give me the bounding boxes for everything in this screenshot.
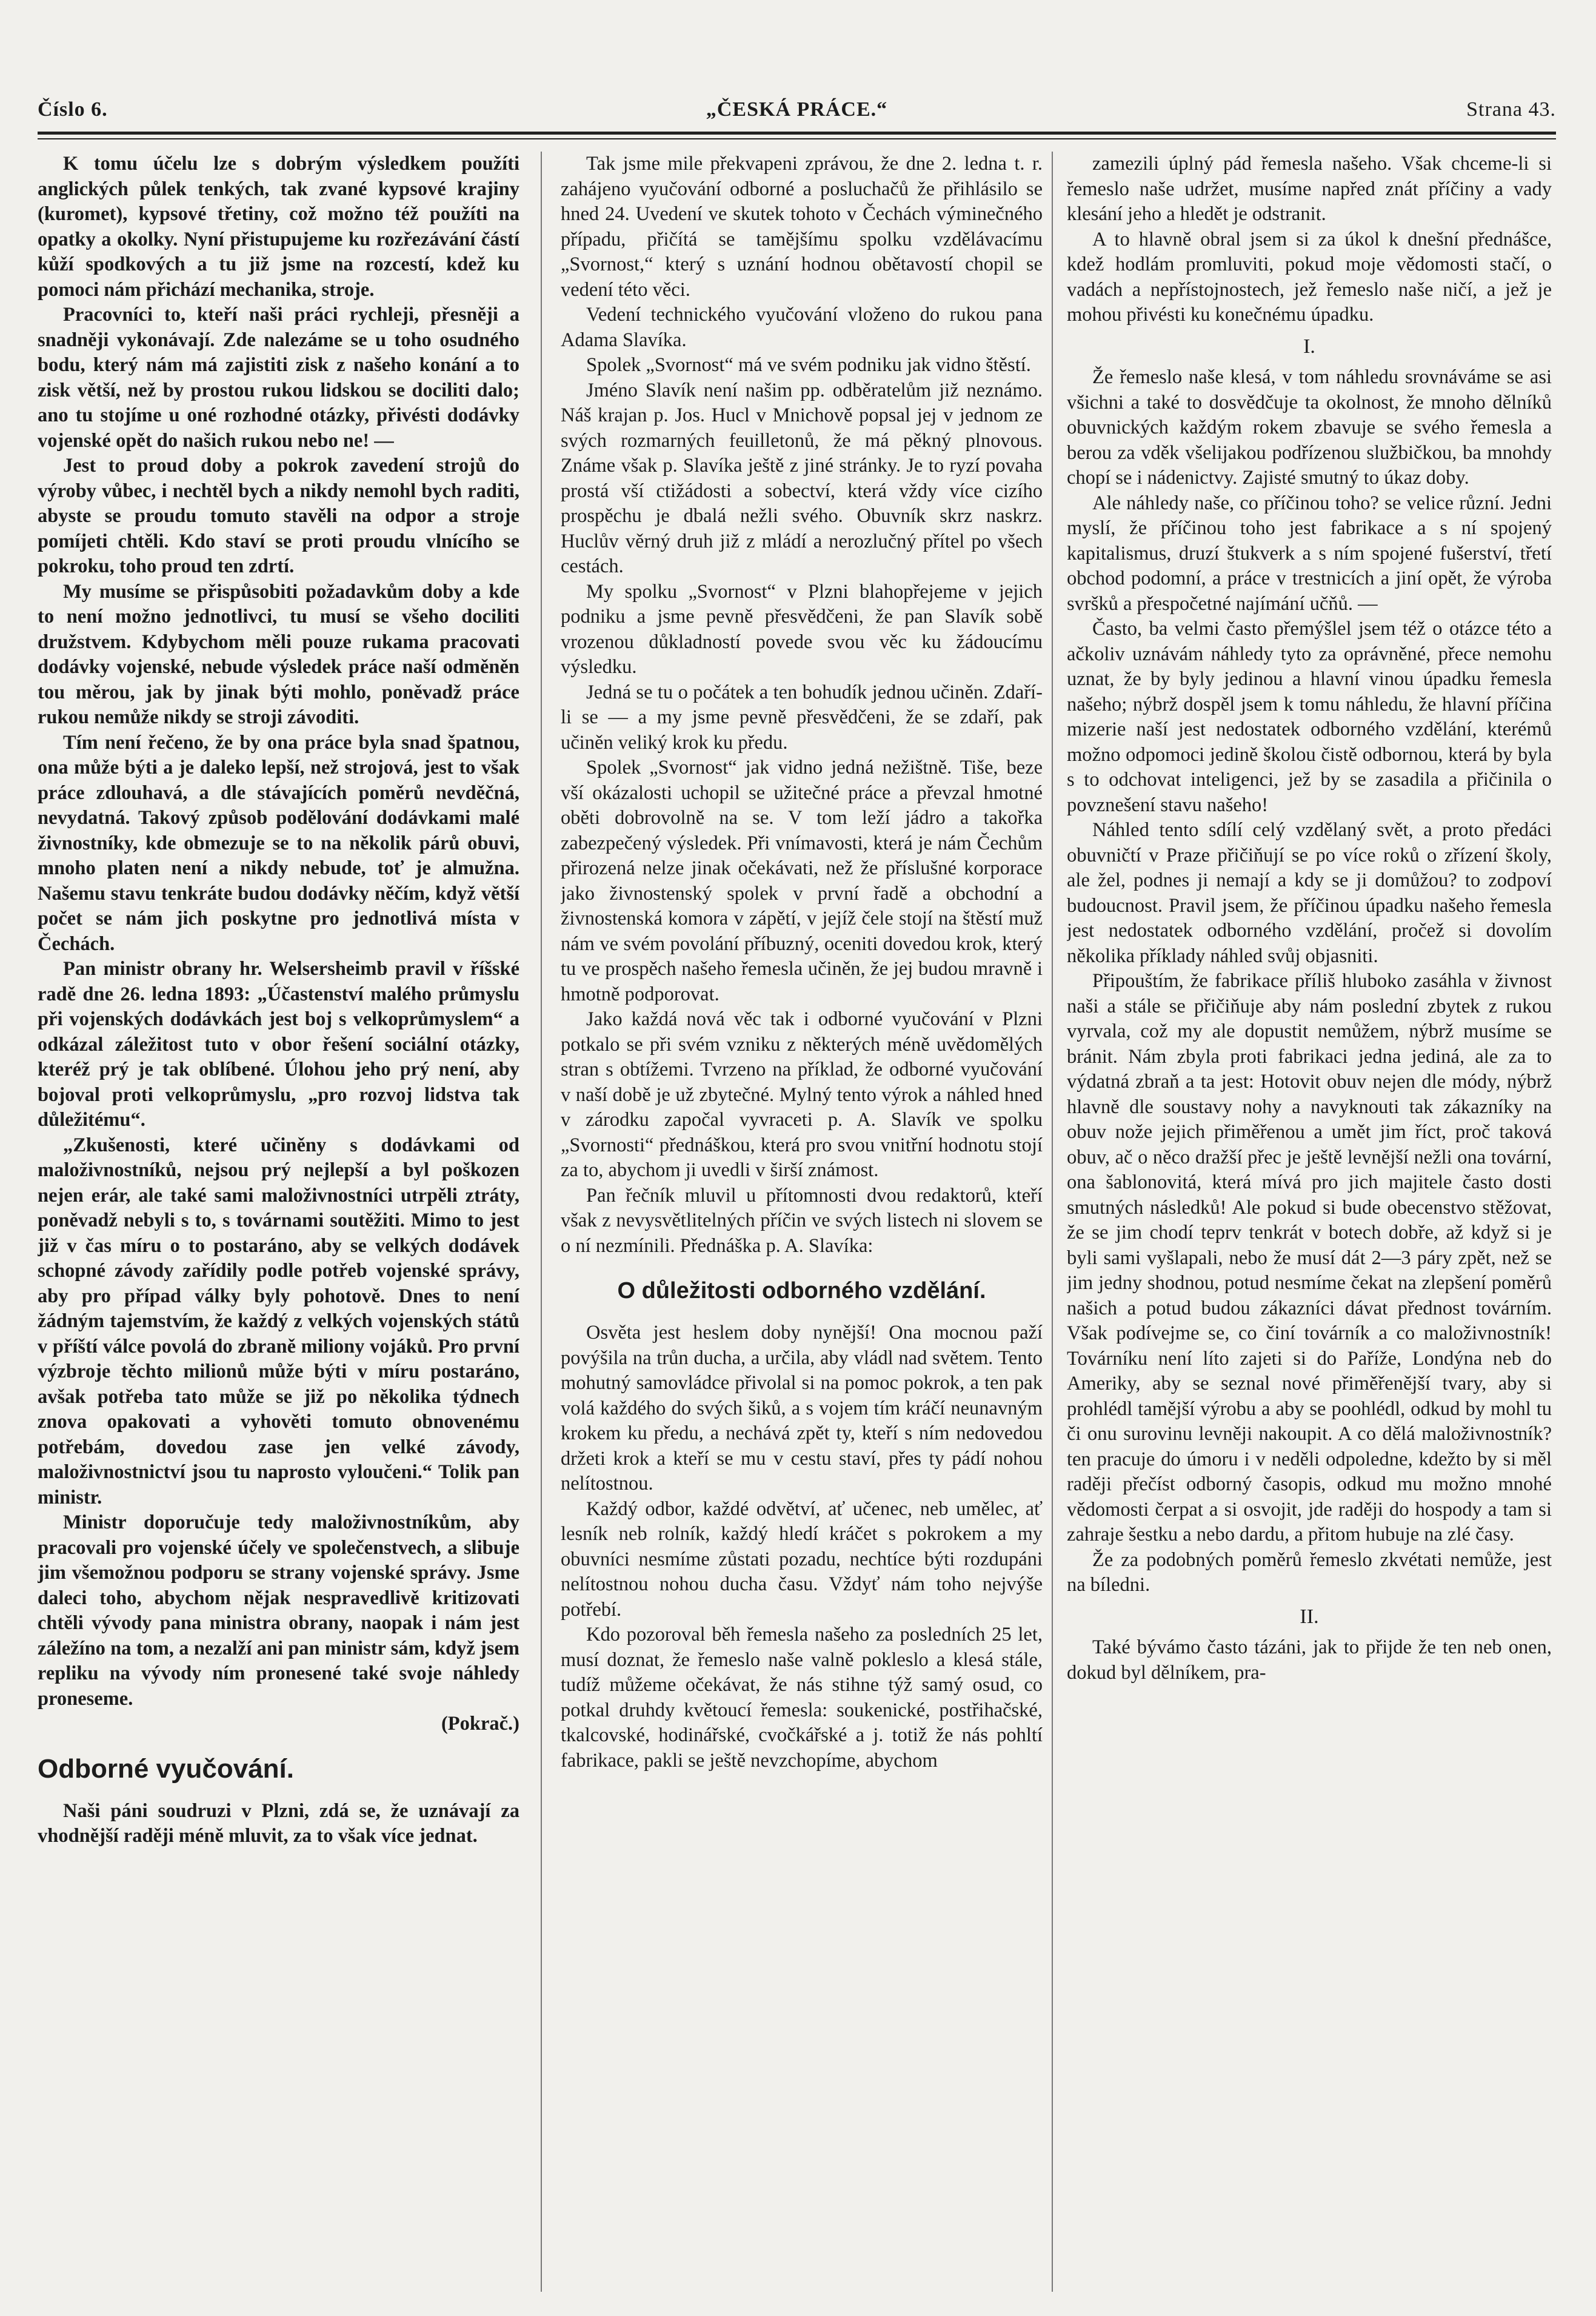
paragraph: Připouštím, že fabrikace příliš hluboko zasáhla v živnost naši a stále se přičiňuje aby nám poslední zbytek z rukou vyrvala, což my ale dopustit nemůžem, nýbrž musíme se bránit. Nám zbyla proti fabrikaci jedna jediná, ale za to výdatná zbraň a ta jest: Hotovit obuv nejen dle módy, nýbrž hlavně dle soustavy nohy a navyknouti tak zákazníky na obuv nože jejich přiměřenou a umět jim říct, proč taková obuv, ač o něco dražší přec je ještě levnější nežli ona tovární, ona šablonovitá, která mívá pro jich majitele často dosti smutných následků! Ale pokud si bude obecenstvo stěžovat, že se jim chodí teprv tenkrát v botech dobře, až když si je byli sami vyšlapali, nebo že musí dát 2—3 páry zpět, než se jim jedny shodnou, potud nesmíme čekat na zlepšení poměrů našich a potud budou zákazníci dávat přednost továrním. Však podívejme se, co činí továrník a co maloživnostník! Továrníku není líto zajeti si do Paříže, Londýna neb do Ameriky, aby se seznal nové přiměřenější tvary, aby si prohlédl tamější výrobu a aby se poohlédl, odkud by mohl tu či onu surovinu levněji nakoupit. A co dělá maloživnostník? ten pracuje do úmoru i v neděli odpoledne, kdežto by si měl raději přečíst odborný časopis, odkud mu možno mnohé vědomosti čerpat a si osvojit, jde raději do hospody a tam si zahraje šestku a nebo dardu, a přitom hubuje na zlé časy. xyxy=(1067,970,1552,1545)
paragraph: zamezili úplný pád řemesla našeho. Však chceme-li si řemeslo naše udržet, musíme napřed znát příčiny a vady klesání jeho a hledět je odstranit. xyxy=(1067,153,1552,225)
paragraph: Pan řečník mluvil u přítomnosti dvou redaktorů, kteří však z nevysvětlitelných příčin ve svých listech ni slovem se o ní nezmínili. Přednáška p. A. Slavíka: xyxy=(561,1184,1043,1257)
newspaper-title: „ČESKÁ PRÁCE.“ xyxy=(706,98,888,121)
paragraph: K tomu účelu lze s dobrým výsledkem použíti anglických půlek tenkých, tak zvané kypsové krajiny (kuromet), kypsové třetiny, což možno též použíti na opatky a okolky. Nyní přistupujeme ku rozřezávání částí kůží spodkových a tu již jsme na rozcestí, kdež ku pomoci nám přichází mechanika, stroje. xyxy=(38,153,519,301)
paragraph: Ale náhledy naše, co příčinou toho? se velice různí. Jedni myslí, že příčinou toho jest fabrikace a s ní spojený kapitalismus, druzí štukverk a s ním spojené fušerství, třetí obchod podomní, a práce v trestnicích a jiní opět, že výroba svršků a přespočetné najímání učňů. — xyxy=(1067,492,1552,615)
paragraph: Spolek „Svornost“ má ve svém podniku jak vidno štěstí. xyxy=(586,354,1031,376)
paragraph: Jedná se tu o počátek a ten bohudík jednou učiněn. Zdaří-li se — a my jsme pevně přesvědčeni, že se zdaří, pak učiněn veliký krok ku předu. xyxy=(561,681,1043,754)
paragraph: Osvěta jest heslem doby nynější! Ona mocnou paží povýšila na trůn ducha, a určila, aby vládl nad světem. Tento mohutný samovládce přivolal si na pomoc pokrok, a ten pak volá každého do svých šiků, a s vojem tím kráčí neunavným krokem ku předu, a nechává zpět ty, kteří s ním nedovedou držeti krok a kteří se mu v cestu staví, přes ty pádí nohou nelítostnou. xyxy=(561,1322,1043,1494)
paragraph: Tím není řečeno, že by ona práce byla snad špatnou, ona může býti a je daleko lepší, než strojová, jest to však práce zdlouhavá, a dle stávajících poměrů nevděčná, nevydatná. Takový způsob podělování dodávkami malé živnostníky, kde obmezuje se to na několik párů obuvi, mnoho platen není a nikdy nebude, toť je almužna. Našemu stavu tenkráte budou dodávky něčím, když větší počet se nám jich poskytne pro jednotlivá místa v Čechách. xyxy=(38,731,519,955)
paragraph: Často, ba velmi často přemýšlel jsem též o otázce této a ačkoliv uznávám náhledy tyto za oprávněné, přece nemohu uznat, že by byly jedinou a hlavní vinou úpadku řemesla našeho; nýbrž dospěl jsem k tomu náhledu, že hlavní příčina mizerie naší jest nedostatek odborného vzdělání, kterémů možno odpomoci jedině školou čistě odbornou, která by byla s to odchovat inteligenci, jež by se zasadila a přičinila o povznešení stavu našeho! xyxy=(1067,618,1552,816)
paragraph: „Zkušenosti, které učiněny s dodávkami od maloživnostníků, nejsou prý nejlepší a byl poškozen nejen erár, ale také sami maloživnostníci utrpěli ztráty, poněvadž nebyli s to, s továrnami soutěžiti. Mimo to jest již v čas míru o to postaráno, aby se velkých dodávek schopné závody zařídily podle potřeb vojenské správy, aby pro případ války byly pohotově. Dnes to není žádným tajemstvím, že každý z velkých vojenských států v příští válce povolá do zbraně miliony vojáků. Pro první výzbroje těchto milionů může býti v míru postaráno, avšak potřeba tato může se již po několika týdnech znova opakovati a vyhověti tomuto obnovenému potřebám, dovedou zase jen velké závody, maloživnostnictví jsou tu naprosto vyloučeni.“ Tolik pan ministr. xyxy=(38,1134,519,1508)
paragraph: Naši páni soudruzi v Plzni, zdá se, že uznávají za vhodnější raději méně mluvit, za to však více jednat. xyxy=(38,1799,519,1847)
section-number: II. xyxy=(1300,1605,1319,1628)
paragraph: Každý odbor, každé odvětví, ať učenec, neb umělec, ať lesník neb rolník, každý hledí kráčet s pokrokem a my obuvníci nesmíme zůstati pozadu, nechtíce býti rozdupáni nelítostnou nohou ducha času. Vždyť nám toho nejvýše potřebí. xyxy=(561,1498,1043,1621)
paragraph: Pracovníci to, kteří naši práci rychleji, přesněji a snadněji vykonávají. Zde nalezáme se u toho osudného bodu, který nám má zajistiti zisk z našeho konání a to zisk větší, než by prostou rukou lidskou se dociliti dalo; ano tu stojíme u oné rozhodné otázky, přivésti dodávky vojenské opět do našich rukou nebo ne! — xyxy=(38,304,519,452)
column-divider xyxy=(541,152,542,2292)
column-1 xyxy=(38,152,519,2292)
paragraph: Že za podobných poměrů řemeslo zkvétati nemůže, jest na bíledni. xyxy=(1067,1548,1552,1596)
issue-number: Číslo 6. xyxy=(38,98,108,121)
paragraph: A to hlavně obral jsem si za úkol k dnešní přednášce, kdež hodlám promluviti, pokud moje vědomosti stačí, o vadách a nepřístojnostech, jež řemeslo naše ničí, a jež je mohou přivésti ku konečnému úpadku. xyxy=(1067,228,1552,326)
section-number: I. xyxy=(1303,335,1315,358)
column-divider xyxy=(1052,152,1053,2292)
paragraph: Jest to proud doby a pokrok zavedení strojů do výroby vůbec, i nechtěl bych a nikdy nemohl bych raditi, abyste se proudu tomuto stavěli na odpor a stroje pomíjeti chtěli. Kdo staví se proti proudu vlnícího se pokroku, toho proud ten zdrtí. xyxy=(38,455,519,577)
paragraph: My spolku „Svornost“ v Plzni blahopřejeme v jejich podniku a jsme pevně přesvědčeni, že pan Slavík sobě vrozenou důkladností povede svou věc ku žádoucímu výsledku. xyxy=(561,580,1043,678)
page-number: Strana 43. xyxy=(1466,98,1556,121)
paragraph: My musíme se přispůsobiti požadavkům doby a kde to není možno jednotlivci, tu musí se všeho dociliti družstvem. Kdybychom měli pouze rukama pracovati dodávky vojenské, nebude výsledek práce naší odměněn tou měrou, jak by jinak býti mohlo, poněvadž práce rukou nemůže nikdy se stroji závoditi. xyxy=(38,580,519,728)
column-3 xyxy=(1067,152,1552,2292)
paragraph: Vedení technického vyučování vloženo do rukou pana Adama Slavíka. xyxy=(561,304,1043,351)
paragraph: Jako každá nová věc tak i odborné vyučování v Plzni potkalo se při svém vzniku z některých méně uvědomělých stran s obtížemi. Tvrzeno na příklad, že odborné vyučování v naší době je už zbytečné. Mylný tento výrok a náhled hned v zárodku započal vyvraceti p. A. Slavík ve spolku „Svornosti“ přednáškou, která pro svou vnitřní hodnotu stojí za to, abychom ji uvedli v širší známost. xyxy=(561,1008,1043,1181)
paragraph: Spolek „Svornost“ jak vidno jedná nežištně. Tiše, beze vší okázalosti uchopil se užitečné práce a převzal hmotné oběti dobrovolně na se. V tom leží jádro a takořka zabezpečený výsledek. Při vnímavosti, která je nám Čechům přirozená nelze jinak očekávati, než že příslušné korporace jako živnostenský spolek v první řadě a obchodní a živnostenská komora v zápětí, v jejíž čele stojí na štěstí muž nám ve svém povolání příbuzný, oceniti dovedou krok, který tu ve prospěch našeho řemesla učiněn, že jej budou mravně i hmotně podporovat. xyxy=(561,757,1043,1005)
paragraph: Ministr doporučuje tedy maloživnostníkům, aby pracovali pro vojenské účely ve společenstvech, a slibuje jim všemožnou podporu se strany vojenské správy. Jsme daleci toho, abychom nějak nespravedlivě kritizovati chtěli vývody pana ministra obrany, naopak i nám jest záležíno na tom, a nezalží ani pan ministr sám, když jsem repliku na vývody ním pronesené také svoje náhledy proneseme. xyxy=(38,1511,519,1710)
paragraph: Také bývámo často tázáni, jak to přijde že ten neb onen, dokud byl dělníkem, pra- xyxy=(1067,1636,1552,1684)
paragraph: Tak jsme mile překvapeni zprávou, že dne 2. ledna t. r. zahájeno vyučování odborné a posluchačů že přihlásilo se hned 24. Uvedení ve skutek tohoto v Čechách výminečného případu, přičítá se tamějšímu spolku vzdělávacímu „Svornost,“ který s uznání hodnou obětavostí chopil se vedení této věci. xyxy=(561,153,1043,301)
paragraph: Kdo pozoroval běh řemesla našeho za posledních 25 let, musí doznat, že řemeslo naše valně pokleslo a klesá stále, tudíž můžeme očekávat, že nás stihne týž samý osud, co potkal druhdy květoucí řemesla: soukenické, postřihačské, tkalcovské, hodinářské, cvočkářské a j. totiž že nás pohltí fabrikace, pakli se ještě nevzchopíme, abychom xyxy=(561,1624,1043,1772)
column-2 xyxy=(561,152,1043,2292)
paragraph: Náhled tento sdílí celý vzdělaný svět, a proto předáci obuvničtí v Praze přičiňují se po více roků o zřízení školy, ale žel, podnes ji nemají a kdy se ji domůžou? to zodpoví budoucnost. Pravil jsem, že příčinou úpadku našeho řemesla jest nedostatek odborného vzdělání, pročež si dovolím několika příklady náhled svůj objasniti. xyxy=(1067,819,1552,967)
page-header xyxy=(38,98,1556,135)
lecture-heading: O důležitosti odborného vzdělání. xyxy=(617,1278,986,1304)
section-heading: Odborné vyučování. xyxy=(38,1753,294,1784)
paragraph: Jméno Slavík není našim pp. odběratelům již neznámo. Náš krajan p. Jos. Hucl v Mnichově popsal jej v jednom ze svých rozmarných feuilletonů, že má pěkný plnovous. Známe však p. Slavíka ještě z jiné stránky. Je to ryzí povaha prostá vší ctižádosti a sobectví, která vždy více cizího prospěchu je dbalá nežli svého. Obuvník skrz naskrz. Huclův věrný druh již z mládí a nerozlučný přítel po všech cestách. xyxy=(561,379,1043,577)
paragraph: Že řemeslo naše klesá, v tom náhledu srovnáváme se asi všichni a také to dosvědčuje ta okolnost, že mnoho dělníků obuvnických každým rokem zbavuje se svého řemesla a berou za vděk všelijakou podřízenou službičkou, ba mnohdy chopí se i nádenictvy. Zajisté smutný to úkaz doby. xyxy=(1067,366,1552,489)
header-rule-thick xyxy=(38,132,1556,135)
paragraph: Pan ministr obrany hr. Welsersheimb pravil v říšské radě dne 26. ledna 1893: „Účastenství malého průmyslu při vojenských dodávkách jest boj s velkoprůmyslem“ a odkázal záležitost tuto v obor řešení sociální otázky, kteréž prý je tak oblíbené. Úlohou jeho prý není, aby bojoval proti velkoprůmyslu, „pro rozvoj lidstva tak důležitému“. xyxy=(38,958,519,1131)
continuation-note: (Pokrač.) xyxy=(441,1713,519,1735)
header-rule-thin xyxy=(38,138,1556,139)
